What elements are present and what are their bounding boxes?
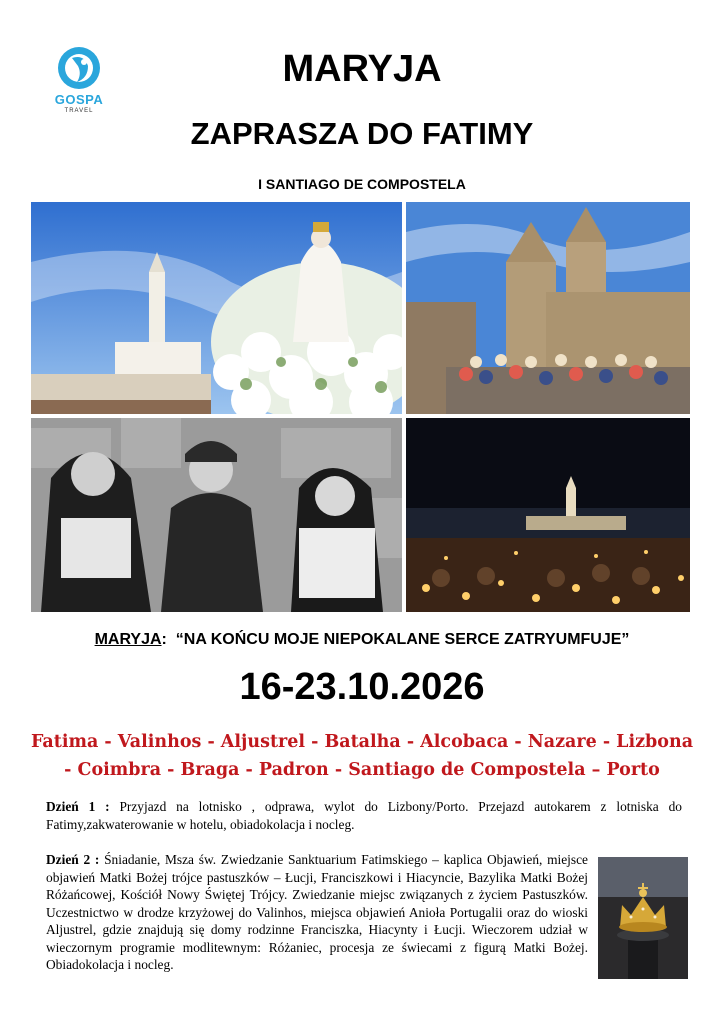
quote-text: “NA KOŃCU MOJE NIEPOKALANE SERCE ZATRYUMFUJE” bbox=[175, 631, 630, 648]
photo-crown-relic bbox=[598, 857, 688, 979]
route-list bbox=[30, 728, 694, 784]
logo-sub: TRAVEL bbox=[64, 108, 94, 114]
day-2-label: Dzień 2 : bbox=[46, 852, 100, 867]
photo-santiago-cathedral bbox=[406, 202, 690, 414]
route-line-1: Fatima - Valinhos - Aljustrel - Batalha - Alcobaca - Nazare - Lizbona bbox=[30, 732, 694, 752]
day-1-text: Przyjazd na lotnisko , odprawa, wylot do Lizbony/Porto. Przejazd autokarem z lotniska do Fatimy,zakwaterowanie w hotelu, obiadokolacja i nocleg. bbox=[46, 799, 682, 832]
photo-shepherd-children bbox=[31, 418, 402, 612]
marian-quote bbox=[0, 631, 724, 649]
route-line-2: - Coimbra - Braga - Padron - Santiago de Compostela – Porto bbox=[64, 760, 660, 780]
page-subtitle: ZAPRASZA DO FATIMY bbox=[190, 116, 534, 151]
quote-colon: : bbox=[161, 631, 167, 648]
photo-candle-procession bbox=[406, 418, 690, 612]
day-2-description bbox=[46, 851, 588, 974]
quote-label: MARYJA bbox=[94, 631, 162, 648]
trip-dates: 16-23.10.2026 bbox=[239, 666, 485, 708]
photo-fatima-sanctuary bbox=[31, 202, 402, 414]
day-1-description bbox=[46, 798, 682, 833]
day-1-label: Dzień 1 : bbox=[46, 799, 110, 814]
logo-name: GOSPA bbox=[54, 92, 104, 107]
page-title: MARYJA bbox=[282, 48, 442, 90]
day-2-text: Śniadanie, Msza św. Zwiedzanie Sanktuarium Fatimskiego – kaplica Objawień, miejsce objawień Matki Bożej trójce pastuszków – Łucji, Franciszkowi i Hiacyncie, Bazylika Matki Bożej Różańcowej, Kościół Nowy Świętej Trójcy. Zwiedzanie miejsc związanych z życiem Pastuszków. Uczestnictwo w drodze krzyżowej do Valinhos, miejsca objawień Anioła Portugalii oraz do wioski Aljustrel, gdzie znajdują się domy rodzinne Franciszka, Hiacynty i Łucji. Wieczorem udział w wieczornym programie modlitewnym: Różaniec, procesja ze świecami z figurą Matki Bożej. Obiadokolacja i nocleg. bbox=[46, 852, 588, 972]
page-tagline: I SANTIAGO DE COMPOSTELA bbox=[258, 176, 466, 192]
